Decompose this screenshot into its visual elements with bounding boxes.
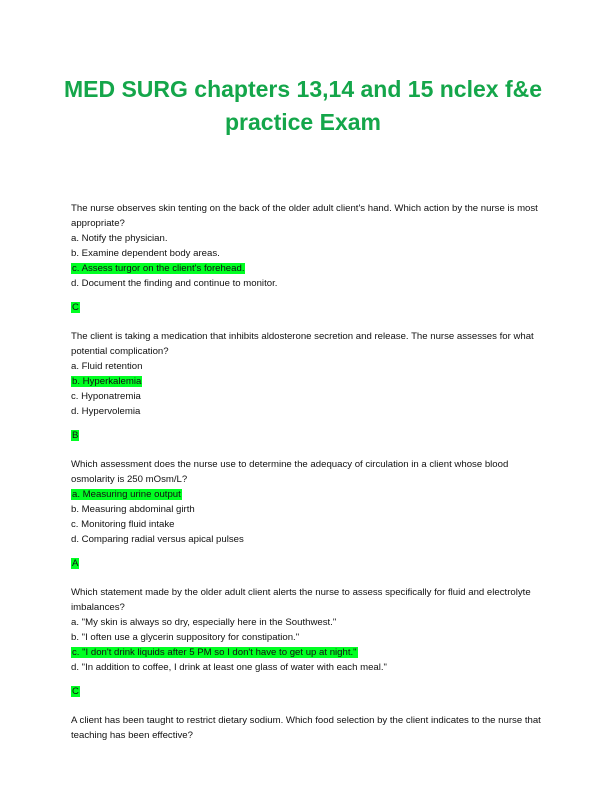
question-text: A client has been taught to restrict dietary sodium. Which food selection by the client indicates to the nurse that teaching has been effective? xyxy=(71,715,541,741)
answer-key xyxy=(71,428,541,443)
answer-option: d. Document the finding and continue to monitor. xyxy=(71,278,278,289)
answer-option-highlighted xyxy=(71,261,541,276)
answer-letter: C xyxy=(72,302,79,313)
answer-option: a. Notify the physician. xyxy=(71,233,168,244)
question-text: Which assessment does the nurse use to determine the adequacy of circulation in a client whose blood osmolarity is 250 mOsm/L? xyxy=(71,459,509,485)
highlight-mark: a. Measuring urine output xyxy=(72,489,181,500)
question-block xyxy=(71,457,541,571)
answer-option: d. Comparing radial versus apical pulses xyxy=(71,534,244,545)
highlight-mark: c. "I don't drink liquids after 5 PM so I don't have to get up at night." xyxy=(72,647,357,658)
answer-option: b. "I often use a glycerin suppository for constipation." xyxy=(71,632,300,643)
answer-option-highlighted xyxy=(71,374,541,389)
answer-key xyxy=(71,556,541,571)
answer-option: c. Monitoring fluid intake xyxy=(71,519,175,530)
question-block xyxy=(71,329,541,443)
answer-option: d. "In addition to coffee, I drink at least one glass of water with each meal." xyxy=(71,662,387,673)
answer-option: c. Hyponatremia xyxy=(71,391,141,402)
page-title xyxy=(0,73,606,139)
answer-option-highlighted xyxy=(71,487,541,502)
highlight-mark: c. Assess turgor on the client's forehead. xyxy=(72,263,245,274)
question-text: The client is taking a medication that inhibits aldosterone secretion and release. The nurse assesses for what potential complication? xyxy=(71,331,534,357)
highlight-mark: b. Hyperkalemia xyxy=(72,376,142,387)
question-text: Which statement made by the older adult client alerts the nurse to assess specifically for fluid and electrolyte imbalances? xyxy=(71,587,531,613)
answer-option-highlighted xyxy=(71,645,541,660)
answer-option: b. Examine dependent body areas. xyxy=(71,248,220,259)
answer-letter: C xyxy=(72,686,79,697)
title-line: practice Exam xyxy=(225,109,381,135)
question-block xyxy=(71,585,541,699)
question-list xyxy=(71,201,541,743)
answer-key xyxy=(71,300,541,315)
question-block xyxy=(71,201,541,315)
answer-option: a. "My skin is always so dry, especially here in the Southwest." xyxy=(71,617,337,628)
answer-key xyxy=(71,684,541,699)
answer-option: a. Fluid retention xyxy=(71,361,143,372)
answer-letter: B xyxy=(72,430,79,441)
question-text: The nurse observes skin tenting on the back of the older adult client's hand. Which action by the nurse is most appropriate? xyxy=(71,203,538,229)
answer-letter: A xyxy=(72,558,79,569)
answer-option: b. Measuring abdominal girth xyxy=(71,504,195,515)
question-block xyxy=(71,713,541,743)
answer-option: d. Hypervolemia xyxy=(71,406,141,417)
title-line: MED SURG chapters 13,14 and 15 nclex f&e xyxy=(63,76,543,102)
